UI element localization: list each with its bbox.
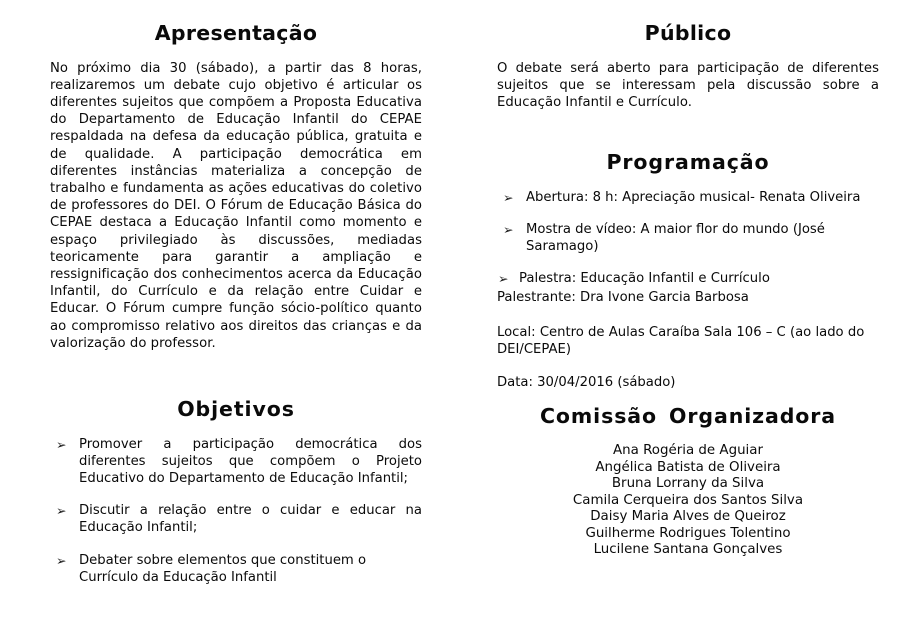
paragraph-publico: O debate será aberto para participação de diferentes sujeitos que se interessam pela discussão sobre a Educação Infantil e Currículo. bbox=[497, 60, 879, 110]
comissao-members-list bbox=[497, 443, 879, 559]
list-item: Guilherme Rodrigues Tolentino bbox=[585, 525, 791, 541]
spacer bbox=[497, 111, 879, 151]
heading-comissao-organizadora: Comissão Organizadora bbox=[539, 404, 836, 429]
list-item bbox=[50, 502, 422, 536]
list-item-text: Promover a participação democrática dos diferentes sujeitos que compõem o Projeto Educativo do Departamento de Educação Infantil; bbox=[79, 436, 422, 486]
list-item-text: Palestra: Educação Infantil e Currículo bbox=[519, 271, 770, 287]
arrowhead-bullet-icon: ➢ bbox=[503, 189, 514, 205]
list-item: Bruna Lorrany da Silva bbox=[611, 476, 765, 492]
arrowhead-bullet-icon: ➢ bbox=[498, 271, 509, 287]
heading-programacao: Programação bbox=[606, 150, 770, 175]
list-item: Daisy Maria Alves de Queiroz bbox=[590, 509, 786, 525]
heading-apresentacao: Apresentação bbox=[154, 21, 318, 45]
objetivos-list bbox=[50, 436, 422, 586]
left-column bbox=[0, 0, 460, 586]
list-item-text: Abertura: 8 h: Apreciação musical- Renata Oliveira bbox=[526, 189, 861, 205]
list-item bbox=[50, 552, 422, 586]
list-item bbox=[50, 436, 422, 488]
heading-publico: Público bbox=[644, 21, 732, 45]
palestrante-line: Palestrante: Dra Ivone Garcia Barbosa bbox=[497, 289, 749, 305]
spacer bbox=[497, 306, 879, 324]
list-item bbox=[497, 189, 879, 206]
heading-objetivos: Objetivos bbox=[177, 397, 295, 422]
list-item-text: Discutir a relação entre o cuidar e educar na Educação Infantil; bbox=[79, 503, 422, 536]
list-item: Lucilene Santana Gonçalves bbox=[593, 542, 783, 558]
paragraph-apresentacao: No próximo dia 30 (sábado), a partir das 8 horas, realizaremos um debate cujo objetivo é articular os diferentes sujeitos que compõem a Proposta Educativa do Departamento de Educação Infantil do CEPAE respaldada na defesa da educação pública, gratuita e de qualidade. A participação democrática em diferentes instâncias materializa a concepção de trabalho e fundamenta as ações educativas do coletivo de professores do DEI. O Fórum de Educação Básica do CEPAE destaca a Educação Infantil como momento e espaço privilegiado às discussões, mediadas teoricamente para garantir a ampliação e ressignificação dos conhecimentos acerca da Educação Infantil, do Currículo e da relação entre Cuidar e Educar. O Fórum cumpre função sócio-político quanto ao compromisso relativo aos direitos das crianças e da valorização do professor. bbox=[50, 60, 422, 351]
list-item bbox=[497, 221, 879, 255]
programacao-list bbox=[497, 189, 879, 288]
arrowhead-bullet-icon: ➢ bbox=[56, 552, 67, 568]
list-item-text: Debater sobre elementos que constituem o Currículo da Educação Infantil bbox=[79, 552, 367, 585]
right-column bbox=[460, 0, 901, 559]
local-line: Local: Centro de Aulas Caraíba Sala 106 – C (ao lado do DEI/CEPAE) bbox=[497, 324, 865, 357]
data-line: Data: 30/04/2016 (sábado) bbox=[497, 375, 676, 391]
list-item: Angélica Batista de Oliveira bbox=[595, 459, 781, 475]
spacer bbox=[497, 358, 879, 374]
list-item bbox=[497, 270, 879, 287]
arrowhead-bullet-icon: ➢ bbox=[503, 221, 514, 237]
arrowhead-bullet-icon: ➢ bbox=[56, 503, 67, 519]
spacer bbox=[497, 391, 879, 405]
list-item: Ana Rogéria de Aguiar bbox=[612, 442, 763, 458]
list-item-text: Mostra de vídeo: A maior flor do mundo (José Saramago) bbox=[526, 221, 825, 255]
arrowhead-bullet-icon: ➢ bbox=[56, 436, 67, 452]
spacer bbox=[50, 352, 422, 398]
list-item: Camila Cerqueira dos Santos Silva bbox=[572, 492, 804, 508]
